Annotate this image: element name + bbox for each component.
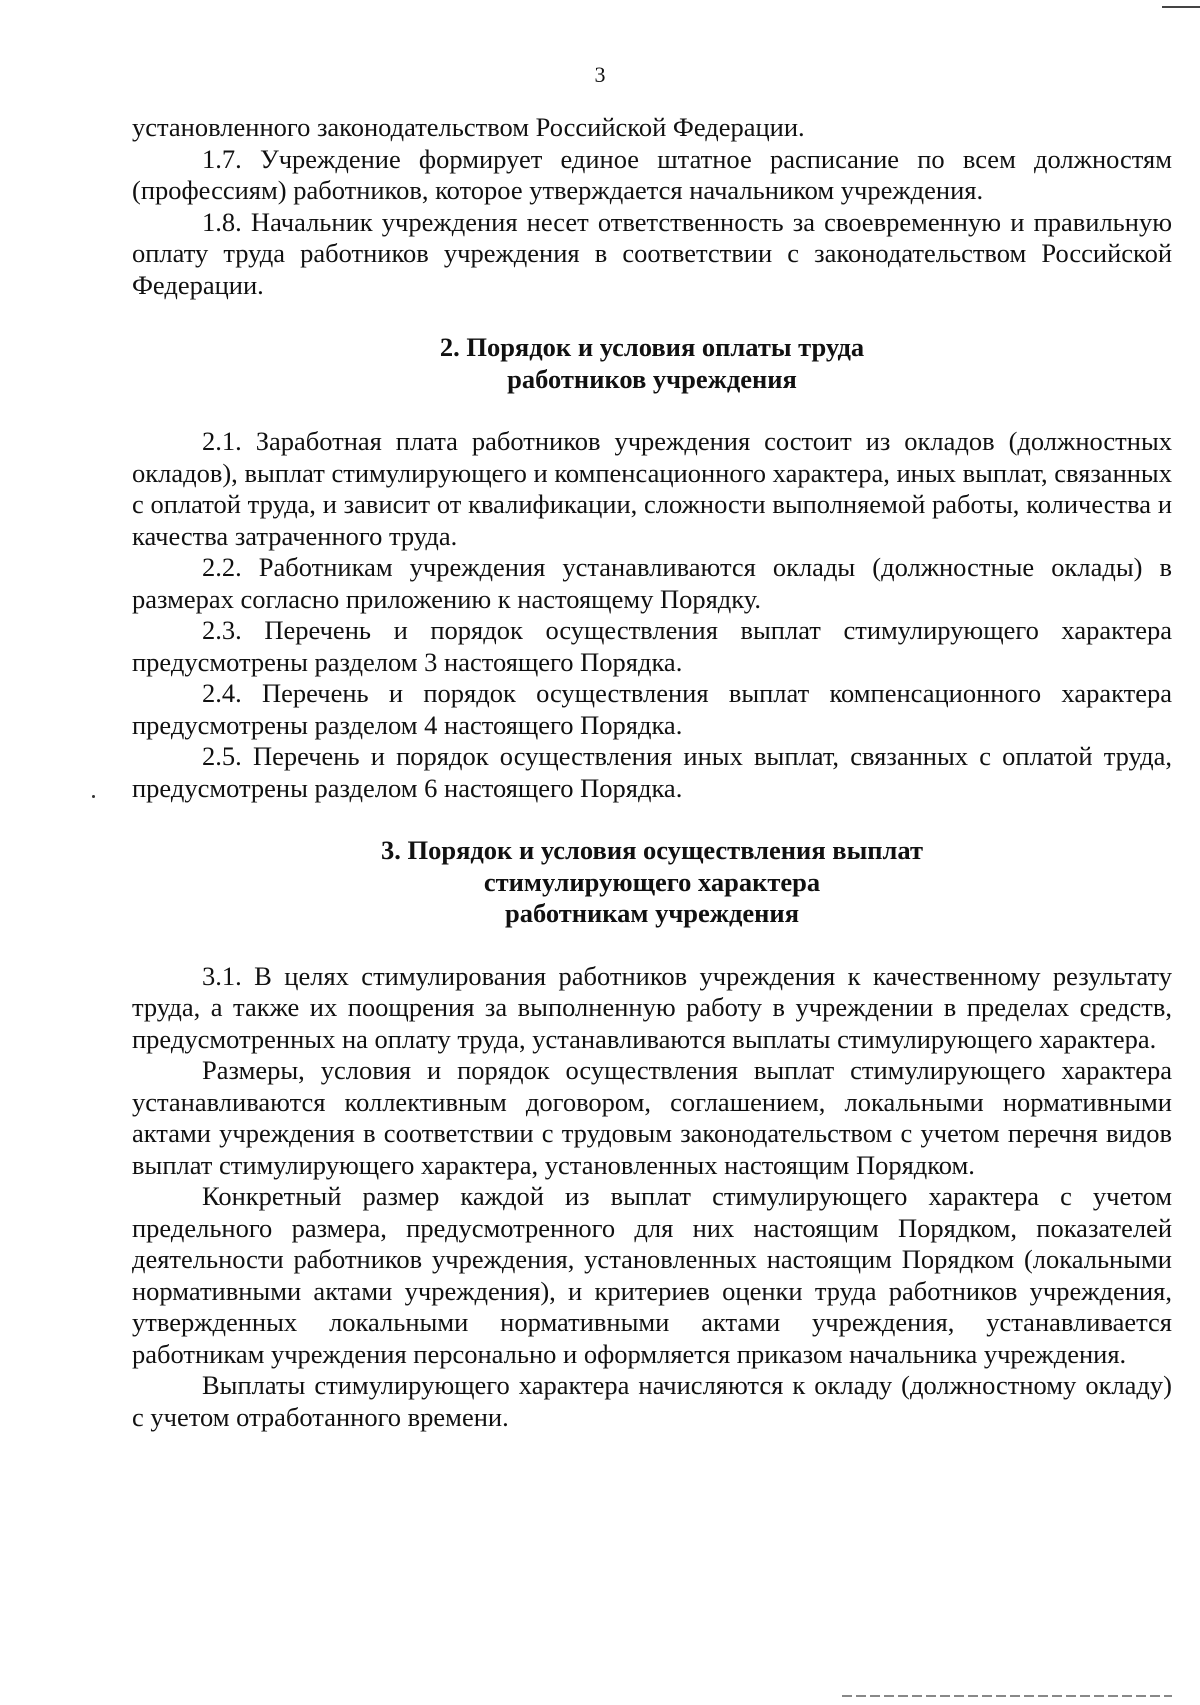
heading-line: стимулирующего характера (483, 866, 821, 897)
section-3-heading (132, 835, 1172, 930)
paragraph-2-4: 2.4. Перечень и порядок осуществления выплат компенсационного характера предусмотрены разделом 4 настоящего Порядка. (132, 678, 1172, 740)
paragraph-2-2: 2.2. Работникам учреждения устанавливаются оклады (должностные оклады) в размерах согласно приложению к настоящему Порядку. (132, 552, 1172, 614)
heading-line: работникам учреждения (504, 898, 800, 928)
paragraph-3-1-sizes: Размеры, условия и порядок осуществления выплат стимулирующего характера устанавливаются коллективным договором, соглашением, локальными нормативными актами учреждения в соответствии с трудовым законодательством с учетом перечня видов выплат стимулирующего характера, установленных настоящим Порядком. (132, 1055, 1172, 1180)
page-number: 3 (594, 62, 606, 87)
paragraph-1-7: 1.7. Учреждение формирует единое штатное расписание по всем должностям (профессиям) работников, которое утверждается начальником учреждения. (132, 143, 1172, 205)
scan-artifact-bottom (842, 1695, 1172, 1697)
paragraph-2-5: 2.5. Перечень и порядок осуществления иных выплат, связанных с оплатой труда, предусмотрены разделом 6 настоящего Порядка. (132, 741, 1172, 803)
heading-line: 2. Порядок и условия оплаты труда (439, 332, 865, 362)
paragraph-2-3: 2.3. Перечень и порядок осуществления выплат стимулирующего характера предусмотрены разделом 3 настоящего Порядка. (132, 615, 1172, 677)
paragraph-2-1: 2.1. Заработная плата работников учреждения состоит из окладов (должностных окладов), выплат стимулирующего и компенсационного характера, иных выплат, связанных с оплатой труда, и зависит от квалификации, сложности выполняемой работы, количества и качества затраченного труда. (132, 426, 1172, 551)
heading-line: работников учреждения (507, 363, 797, 394)
paragraph-3-1-specific-size: Конкретный размер каждой из выплат стимулирующего характера с учетом предельного размера, предусмотренного для них настоящим Порядком, показателей деятельности работников учреждения, установленных настоящим Порядком (локальными нормативными актами учреждения), и критериев оценки труда работников учреждения, утвержденных локальными нормативными актами учреждения, устанавливается работникам учреждения персонально и оформляется приказом начальника учреждения. (132, 1181, 1172, 1369)
paragraph-continuation: установленного законодательством Российской Федерации. (132, 112, 805, 142)
section-2-heading (132, 332, 1172, 395)
heading-line: 3. Порядок и условия осуществления выплат (380, 835, 924, 865)
document-body (132, 112, 1172, 1433)
scan-artifact-dot (92, 795, 95, 798)
paragraph-1-8: 1.8. Начальник учреждения несет ответственность за своевременную и правильную оплату труда работников учреждения в соответствии с законодательством Российской Федерации. (132, 206, 1172, 300)
paragraph-3-1-accrual: Выплаты стимулирующего характера начисляются к окладу (должностному окладу) с учетом отработанного времени. (132, 1370, 1172, 1432)
scan-artifact-line (1162, 6, 1200, 8)
paragraph-3-1: 3.1. В целях стимулирования работников учреждения к качественному результату труда, а также их поощрения за выполненную работу в учреждении в пределах средств, предусмотренных на оплату труда, устанавливаются выплаты стимулирующего характера. (132, 960, 1172, 1054)
